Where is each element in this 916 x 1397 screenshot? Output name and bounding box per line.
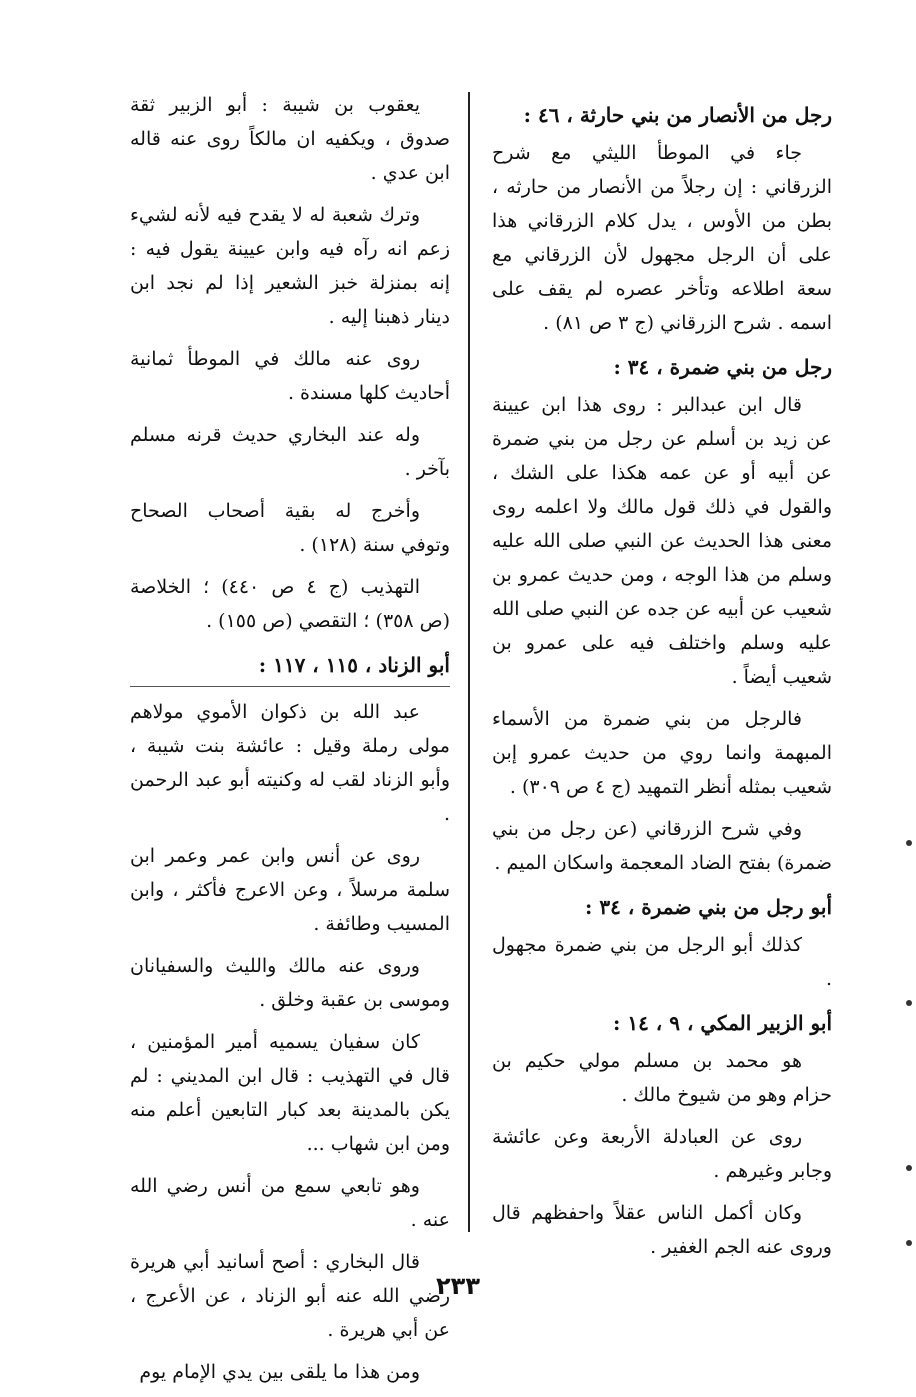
- paragraph: وترك شعبة له لا يقدح فيه لأنه لشيء زعم انه رآه فيه وابن عيينة يقول فيه : إنه بمنزلة خبز الشعير إذا لم نجد ابن دينار ذهبنا إليه .: [130, 204, 450, 328]
- page-number: ٢٣٣: [436, 1272, 480, 1300]
- paragraph: جاء في الموطأ الليثي مع شرح الزرقاني : إن رجلاً من الأنصار من حارثه ، بطن من الأوس ، يدل كلام الزرقاني هذا على أن الرجل مجهول لأن الزرقاني مع سعة اطلاعه وتأخر عصره لم يقف على اسمه . شرح الزرقاني (ج ٣ ص ٨١) .: [492, 142, 832, 334]
- paragraph: يعقوب بن شيبة : أبو الزبير ثقة صدوق ، ويكفيه ان مالكاً روى عنه قاله ابن عدي .: [130, 94, 450, 184]
- margin-mark: [906, 1000, 912, 1006]
- section-heading: رجل من الأنصار من بني حارثة ، ٤٦ :: [523, 103, 832, 127]
- right-column: [492, 88, 832, 1272]
- paragraph: عبد الله بن ذكوان الأموي مولاهم مولى رملة وقيل : عائشة بنت شيبة ، وأبو الزناد لقب له وكنيته أبو عبد الرحمن .: [130, 701, 450, 825]
- margin-mark: [906, 840, 912, 846]
- paragraph: التهذيب (ج ٤ ص ٤٤٠) ؛ الخلاصة (ص ٣٥٨) ؛ التقصي (ص ١٥٥) .: [130, 576, 450, 632]
- paragraph: روى عن العبادلة الأربعة وعن عائشة وجابر وغيرهم .: [492, 1126, 832, 1182]
- paragraph: كان سفيان يسميه أمير المؤمنين ، قال في التهذيب : قال ابن المديني : لم يكن بالمدينة بعد كبار التابعين أعلم منه ومن ابن شهاب ...: [130, 1031, 450, 1155]
- column-divider: [468, 92, 470, 1232]
- paragraph: وفي شرح الزرقاني (عن رجل من بني ضمرة) بفتح الضاد المعجمة واسكان الميم .: [492, 818, 832, 874]
- paragraph: روى عنه مالك في الموطأ ثمانية أحاديث كلها مسندة .: [130, 348, 450, 404]
- paragraph: وروى عنه مالك والليث والسفيانان وموسى بن عقبة وخلق .: [130, 955, 450, 1011]
- paragraph: قال ابن عبدالبر : روى هذا ابن عيينة عن زيد بن أسلم عن رجل من بني ضمرة عن أبيه أو عن عمه هكذا على الشك ، والقول في ذلك قول مالك ولا اعلمه روى معنى هذا الحديث عن النبي صلى الله عليه وسلم من هذا الوجه ، ومن حديث عمرو بن شعيب عن أبيه عن جده عن النبي صلى الله عليه وسلم واختلف فيه على عمرو بن شعيب أيضاً .: [492, 394, 832, 688]
- paragraph: فالرجل من بني ضمرة من الأسماء المبهمة وانما روي من حديث عمرو إبن شعيب بمثله أنظر التمهيد (ج ٤ ص ٣٠٩) .: [492, 708, 832, 798]
- paragraph: كذلك أبو الرجل من بني ضمرة مجهول .: [492, 934, 832, 990]
- paragraph: وأخرج له بقية أصحاب الصحاح وتوفي سنة (١٢٨) .: [130, 500, 450, 556]
- left-column: [130, 88, 450, 1397]
- margin-mark: [906, 1165, 912, 1171]
- paragraph: قال البخاري : أصح أسانيد أبي هريرة رضي الله عنه أبو الزناد ، عن الأعرج ، عن أبي هريرة .: [130, 1251, 450, 1341]
- margin-mark: [906, 1240, 912, 1246]
- section-heading: أبو الزبير المكي ، ٩ ، ١٤ :: [613, 1011, 832, 1035]
- paragraph: ومن هذا ما يلقى بين يدي الإمام يوم: [139, 1361, 420, 1383]
- paragraph: وهو تابعي سمع من أنس رضي الله عنه .: [130, 1175, 450, 1231]
- section-heading: رجل من بني ضمرة ، ٣٤ :: [613, 355, 832, 379]
- section-heading: أبو رجل من بني ضمرة ، ٣٤ :: [585, 895, 832, 919]
- paragraph: وكان أكمل الناس عقلاً واحفظهم قال وروى عنه الجم الغفير .: [492, 1202, 832, 1258]
- paragraph: وله عند البخاري حديث قرنه مسلم بآخر .: [130, 424, 450, 480]
- section-heading: أبو الزناد ، ١١٥ ، ١١٧ :: [130, 648, 450, 687]
- paragraph: روى عن أنس وابن عمر وعمر ابن سلمة مرسلاً ، وعن الاعرج فأكثر ، وابن المسيب وطائفة .: [130, 845, 450, 935]
- paragraph: هو محمد بن مسلم مولي حكيم بن حزام وهو من شيوخ مالك .: [492, 1050, 832, 1106]
